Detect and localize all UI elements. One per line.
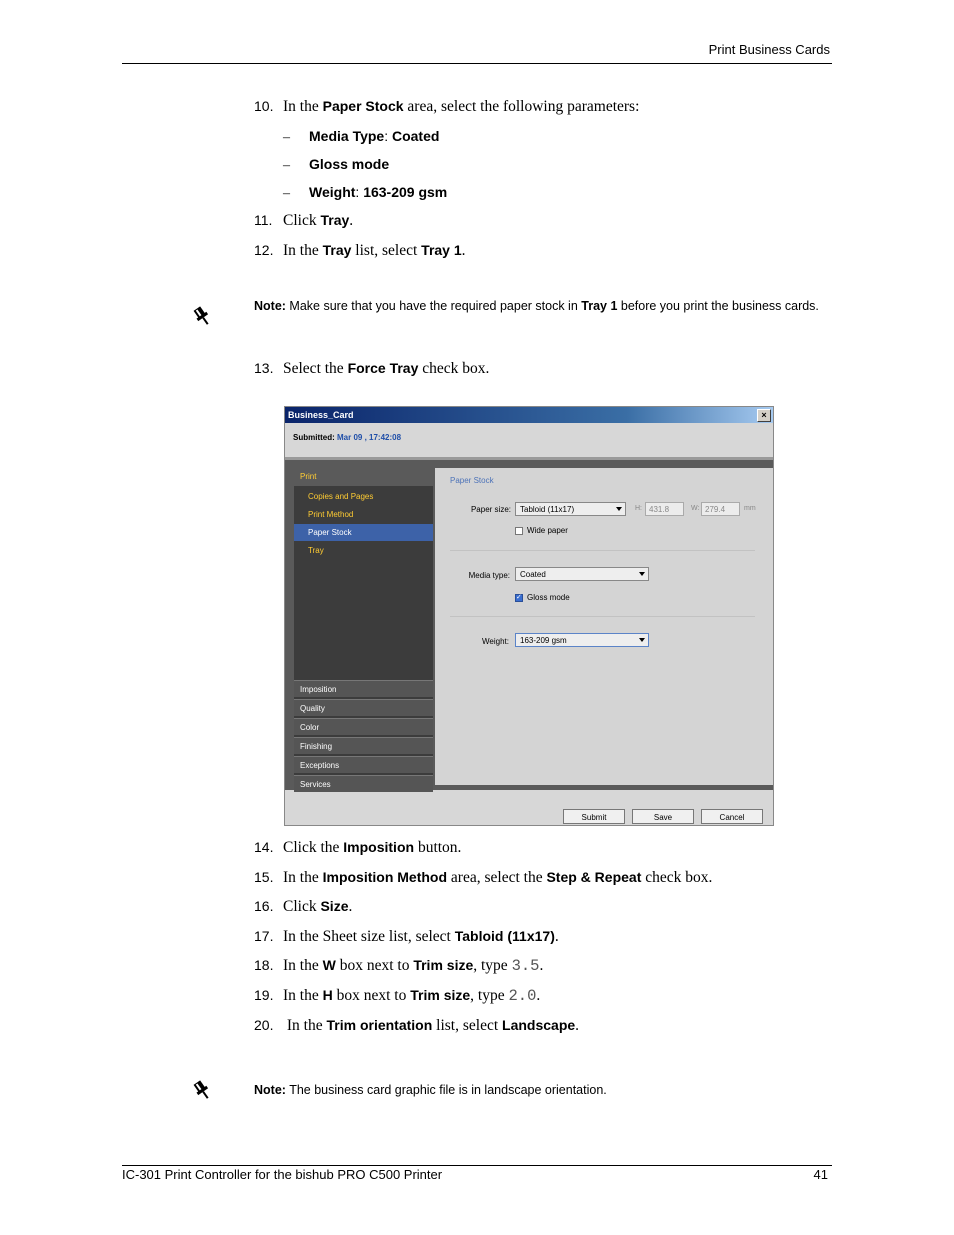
chevron-down-icon [639, 572, 645, 576]
nav-item-paper-stock[interactable]: Paper Stock [294, 524, 433, 541]
close-icon[interactable]: × [757, 409, 771, 422]
step-17: 17. In the Sheet size list, select Tabloid (11x17). [254, 928, 559, 945]
chevron-down-icon [616, 507, 622, 511]
height-label: H: [635, 505, 642, 512]
gloss-mode-checkbox[interactable] [515, 594, 523, 602]
footer-rule [122, 1165, 832, 1166]
nav-category-imposition[interactable]: Imposition [294, 680, 433, 697]
chevron-down-icon [639, 638, 645, 642]
nav-category-color[interactable]: Color [294, 718, 433, 735]
nav-category-services[interactable]: Services [294, 775, 433, 792]
paper-stock-pane [435, 468, 773, 785]
footer-product: IC-301 Print Controller for the bishub PRO C500 Printer [122, 1167, 443, 1182]
submitted-info: Submitted: Mar 09 , 17:42:08 [293, 433, 402, 442]
width-label: W: [691, 505, 700, 512]
gloss-mode-label: Gloss mode [527, 593, 570, 602]
note-landscape: Note: The business card graphic file is in landscape orientation. [254, 1083, 607, 1097]
weight-label: Weight: [482, 637, 509, 646]
paper-size-select[interactable]: Tabloid (11x17) [515, 502, 626, 516]
step-12: 12. In the Tray list, select Tray 1. [254, 242, 466, 259]
note-paper-stock: Note: Make sure that you have the required paper stock in Tray 1 before you print the business cards. [254, 299, 819, 313]
nav-category-exceptions[interactable]: Exceptions [294, 756, 433, 773]
pane-title: Paper Stock [450, 476, 494, 485]
save-button[interactable]: Save [632, 809, 694, 824]
wide-paper-label: Wide paper [527, 526, 568, 535]
pushpin-icon [190, 304, 214, 328]
running-header: Print Business Cards [708, 42, 830, 57]
paper-size-label: Paper size: [470, 505, 511, 514]
step-18: 18. In the W box next to Trim size, type 3.5. [254, 957, 544, 975]
step-19: 19. In the H box next to Trim size, type 2.0. [254, 987, 541, 1005]
media-type-select[interactable]: Coated [515, 567, 649, 581]
wide-paper-checkbox[interactable] [515, 527, 523, 535]
sub-item-media-type: – Media Type: Coated [283, 128, 440, 145]
step-14: 14. Click the Imposition button. [254, 839, 462, 856]
header-rule [122, 63, 832, 64]
nav-item-copies-and-pages[interactable]: Copies and Pages [308, 492, 374, 501]
dialog-content [285, 460, 773, 790]
cancel-button[interactable]: Cancel [701, 809, 763, 824]
business-card-dialog [284, 406, 774, 826]
dialog-title: Business_Card [288, 410, 354, 420]
pane-divider [450, 616, 755, 617]
nav-item-print-method[interactable]: Print Method [308, 510, 354, 519]
width-input[interactable]: 279.4 [701, 502, 740, 516]
nav-section-print[interactable]: Print [294, 468, 433, 486]
step-16: 16. Click Size. [254, 898, 353, 915]
submit-button[interactable]: Submit [563, 809, 625, 824]
pushpin-icon [190, 1078, 214, 1102]
pane-divider [450, 550, 755, 551]
weight-select[interactable]: 163-209 gsm [515, 633, 649, 647]
dialog-body [285, 423, 773, 825]
nav-category-finishing[interactable]: Finishing [294, 737, 433, 754]
step-10: 10. In the Paper Stock area, select the following parameters: [254, 98, 640, 115]
sub-item-gloss-mode: – Gloss mode [283, 156, 390, 173]
step-20: 20. In the Trim orientation list, select Landscape. [254, 1017, 580, 1034]
height-input[interactable]: 431.8 [645, 502, 684, 516]
unit-label: mm [744, 505, 756, 512]
sub-item-weight: – Weight: 163-209 gsm [283, 184, 448, 201]
step-15: 15. In the Imposition Method area, select the Step & Repeat check box. [254, 869, 713, 886]
nav-item-tray[interactable]: Tray [308, 546, 324, 555]
settings-nav [294, 468, 433, 789]
step-11: 11. Click Tray. [254, 212, 354, 229]
page-number: 41 [813, 1167, 828, 1182]
step-13: 13. Select the Force Tray check box. [254, 360, 490, 377]
dialog-titlebar [285, 407, 773, 423]
media-type-label: Media type: [468, 571, 510, 580]
nav-category-quality[interactable]: Quality [294, 699, 433, 716]
